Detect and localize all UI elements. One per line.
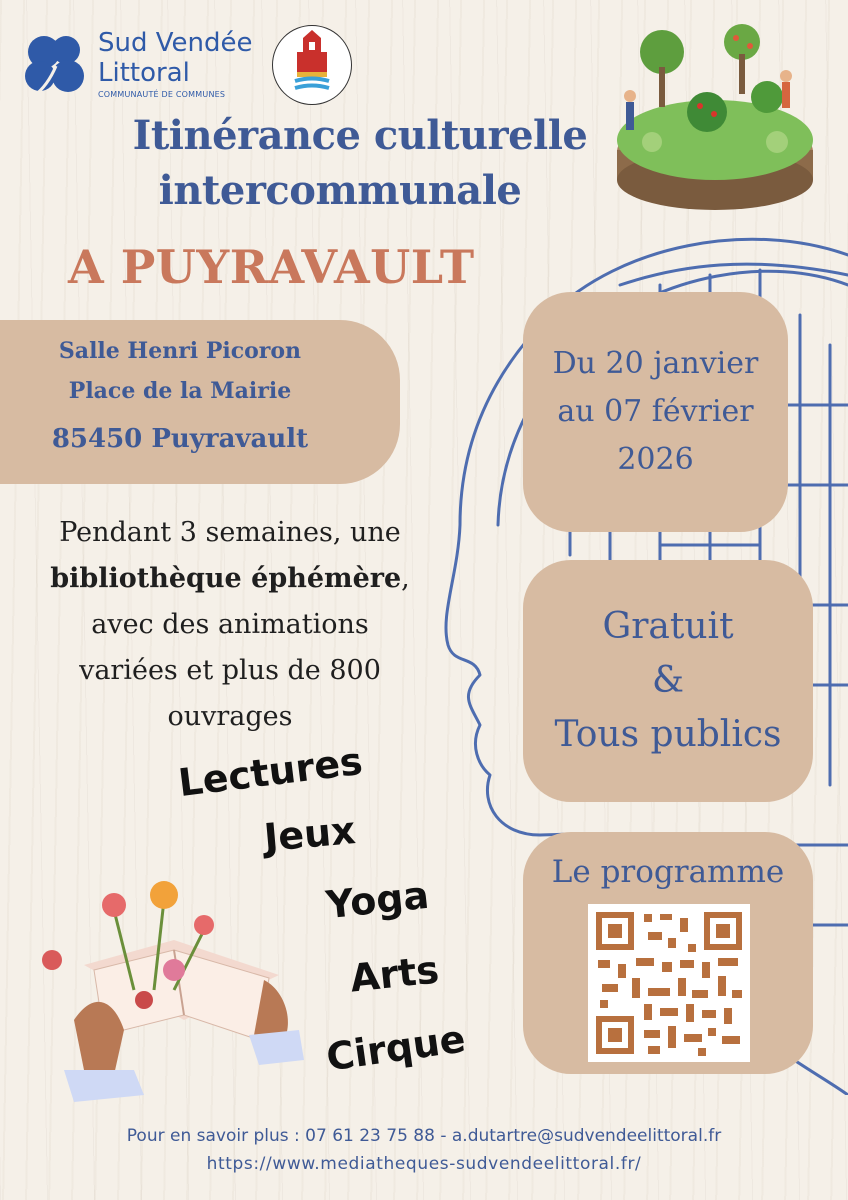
description-bold: bibliothèque éphémère [50,563,402,594]
activity-arts: Arts [347,947,441,1001]
footer-website-link[interactable]: https://www.mediatheques-sudvendeelittoral.fr/ [206,1154,642,1174]
clover-logo-icon [20,30,92,102]
description-line1: Pendant 3 semaines, une [59,517,401,548]
dates-line3: 2026 [617,442,694,477]
logo-line2: Littoral [98,58,190,88]
description-line5: ouvrages [167,701,293,732]
sud-vendee-littoral-logo [20,26,260,106]
dates-box [523,292,788,532]
dates-line1: Du 20 janvier [552,346,759,381]
logo-line3: COMMUNAUTÉ DE COMMUNES [98,90,226,99]
access-line1: Gratuit [602,606,734,647]
description [20,510,440,740]
description-line3: avec des animations [91,609,369,640]
activity-yoga: Yoga [323,872,432,928]
description-line4: variées et plus de 800 [79,655,381,686]
access-line2: & [651,660,685,701]
access-box [523,560,813,802]
description-line2 [20,556,440,602]
description-comma: , [401,563,410,594]
book-flowers-illustration [34,870,310,1110]
logo-line1: Sud Vendée [98,28,253,58]
garden-island-illustration [612,22,818,212]
title-line2: intercommunale [158,167,522,214]
location-title: A PUYRAVAULT [68,240,475,294]
activity-lectures: Lectures [176,738,365,806]
qr-code-icon[interactable] [588,904,750,1062]
title-line1: Itinérance culturelle [132,112,588,159]
address-venue: Salle Henri Picoron [58,338,302,364]
program-label: Le programme [551,854,785,890]
church-crest-icon [272,25,352,105]
address-box [0,320,400,484]
activity-jeux: Jeux [262,808,358,860]
address-city: 85450 Puyravault [51,424,309,454]
footer-contact[interactable]: Pour en savoir plus : 07 61 23 75 88 - a.dutartre@sudvendeelittoral.fr [126,1126,722,1146]
address-street: Place de la Mairie [68,378,292,404]
activity-cirque: Cirque [323,1016,469,1080]
access-line3: Tous publics [554,714,782,755]
dates-line2: au 07 février [557,394,754,429]
